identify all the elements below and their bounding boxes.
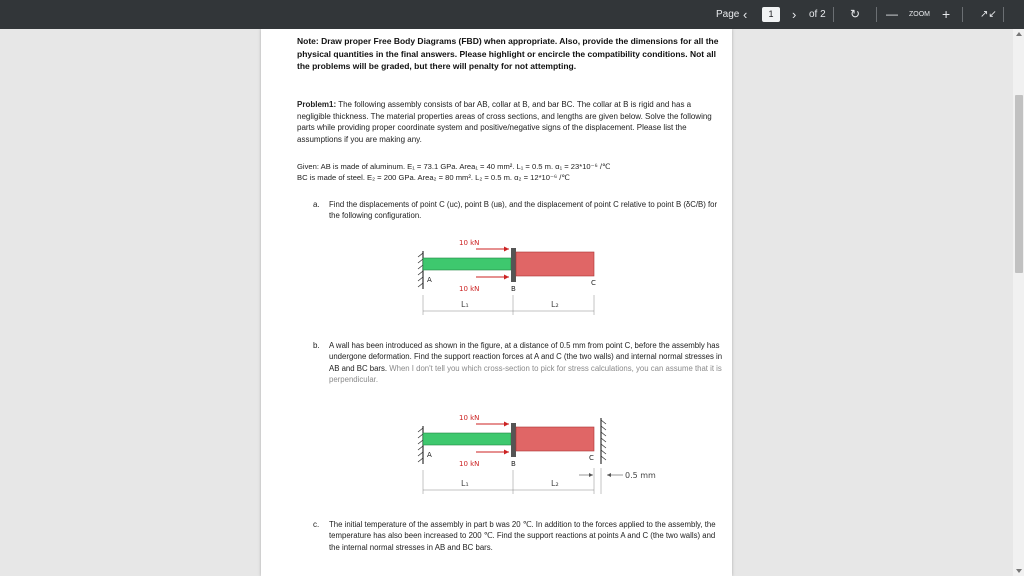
bar-ab — [423, 433, 511, 445]
prev-page-button[interactable]: ‹ — [743, 7, 748, 22]
toolbar-divider — [962, 7, 963, 22]
page-number-input[interactable]: 1 — [762, 7, 780, 22]
scroll-down-arrow-icon[interactable] — [1016, 569, 1022, 573]
wall-c-hatch — [601, 420, 606, 460]
page-label: Page — [716, 9, 740, 20]
force-arrow-bottom-head — [504, 275, 509, 280]
toolbar-divider — [1003, 7, 1004, 22]
label-a: A — [427, 276, 432, 284]
part-b-letter: b. — [313, 341, 320, 350]
gap-arrow-head — [589, 473, 593, 477]
note-text: Note: Draw proper Free Body Diagrams (FBD) when appropriate. Also, provide the dimensions for all the physical quantities in the final answers. Please highlight or encircle the compatibility conditions. Not all the problems will be graded, but there will penalty for not attempting. — [297, 36, 719, 72]
figure-2 — [411, 404, 701, 499]
gap-arrow-head — [607, 473, 611, 477]
zoom-label: ZOOM — [909, 11, 930, 18]
force-arrow-bottom-head — [504, 450, 509, 455]
page-total: of 2 — [809, 9, 826, 20]
force-label-bottom: 10 kN — [459, 460, 480, 468]
given-line-1: Given: AB is made of aluminum. E₁ = 73.1 GPa. Area₁ = 40 mm². L₁ = 0.5 m. α₁ = 23*10⁻⁶ /℃ — [297, 162, 611, 171]
label-l1: L₁ — [461, 300, 469, 309]
next-page-button[interactable]: › — [792, 7, 797, 22]
wall-a-hatch — [418, 253, 423, 287]
toolbar-divider — [876, 7, 877, 22]
force-label-bottom: 10 kN — [459, 285, 480, 293]
toolbar-divider — [833, 7, 834, 22]
minus-icon[interactable]: — — [886, 7, 898, 21]
vertical-scrollbar[interactable] — [1013, 29, 1024, 576]
force-arrow-top-head — [504, 247, 509, 252]
collar-b — [511, 423, 516, 457]
wall-a-hatch — [418, 428, 423, 462]
part-b-text — [329, 340, 725, 386]
scroll-up-arrow-icon[interactable] — [1016, 32, 1022, 36]
scrollbar-thumb[interactable] — [1015, 95, 1023, 273]
label-c: C — [589, 454, 594, 462]
problem-statement — [297, 99, 727, 145]
plus-icon[interactable]: + — [942, 6, 951, 22]
bar-ab — [423, 258, 511, 270]
part-c-text: The initial temperature of the assembly in part b was 20 ℃. In addition to the forces applied to the assembly, the temperature has also been increased to 200 ℃. Find the support reactions at points A and C (the two walls) and the internal normal stresses in AB and BC bars. — [329, 520, 716, 552]
bar-bc — [516, 252, 594, 276]
force-label-top: 10 kN — [459, 239, 480, 247]
part-b-body: A wall has been introduced as shown in the figure, at a distance of 0.5 mm from point C, before the assembly has undergone deformation. Find the support reaction forces at A and C (the two walls) and internal normal stresses in AB and BC bars. — [329, 341, 723, 373]
label-c: C — [591, 279, 596, 287]
fit-to-page-icon[interactable]: ↗↙ — [980, 9, 997, 20]
label-l1: L₁ — [461, 479, 469, 488]
given-line-2: BC is made of steel. E₂ = 200 GPa. Area₂ = 80 mm². L₂ = 0.5 m. α₂ = 12*10⁻⁶ /℃ — [297, 173, 570, 182]
label-a: A — [427, 451, 432, 459]
part-c-letter: c. — [313, 520, 320, 529]
collar-b — [511, 248, 516, 282]
part-a-letter: a. — [313, 200, 320, 209]
label-l2: L₂ — [551, 300, 559, 309]
pdf-toolbar — [0, 0, 1024, 29]
problem-title: Problem1: — [297, 100, 337, 109]
problem-text: The following assembly consists of bar AB, collar at B, and bar BC. The collar at B is rigid and has a negligible thickness. The material properties areas of cross sections, and lengths are given below. Solve the following parts while providing proper coordinate system and positive/negative signs of the displacement. Please list the assumptions if you are making any. — [297, 100, 712, 144]
part-b-note: When I don't tell you which cross-section to pick for stress calculations, you can assume that it is perpendicular. — [329, 363, 722, 385]
rotate-icon[interactable]: ↻ — [850, 7, 861, 21]
force-arrow-top-head — [504, 422, 509, 427]
part-a-text: Find the displacements of point C (uᴄ), point B (uʙ), and the displacement of point C relative to point B (δC/B) for the following configuration. — [329, 200, 718, 221]
pdf-page — [261, 29, 732, 576]
label-b: B — [511, 460, 516, 468]
force-label-top: 10 kN — [459, 414, 480, 422]
figure-1 — [411, 229, 611, 319]
label-l2: L₂ — [551, 479, 559, 488]
gap-label: 0.5 mm — [625, 471, 656, 480]
label-b: B — [511, 285, 516, 293]
bar-bc — [516, 427, 594, 451]
document-viewer[interactable] — [0, 29, 1024, 576]
